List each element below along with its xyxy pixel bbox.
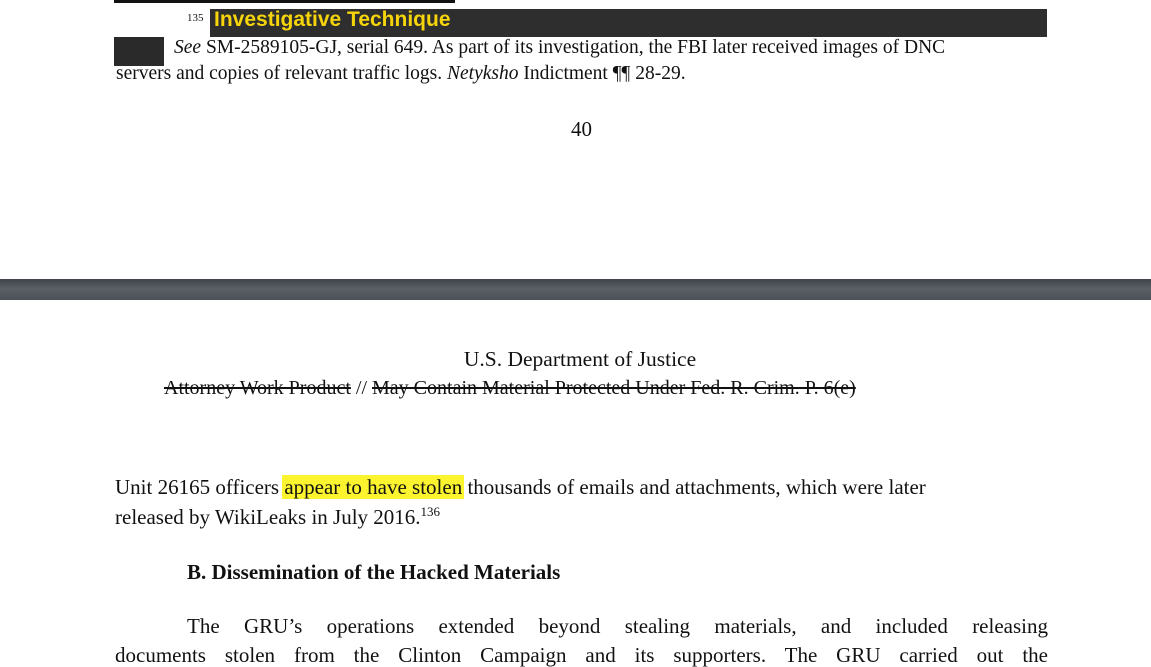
redaction-box bbox=[114, 37, 164, 66]
footnote-ref-136[interactable]: 136 bbox=[420, 504, 441, 519]
document-page-top bbox=[0, 0, 1151, 279]
work-product-marking: Attorney Work Product bbox=[164, 377, 351, 399]
footnote-line-2 bbox=[116, 63, 686, 85]
paragraph-1-line-2 bbox=[115, 505, 440, 530]
see-signal: See bbox=[174, 37, 202, 58]
para1-end: thousands of emails and attachments, which were later bbox=[467, 475, 926, 499]
paragraph-2-line-1: The GRU’s operations extended beyond stealing materials, and included releasing bbox=[187, 614, 1048, 638]
redaction-label: Investigative Technique bbox=[214, 8, 451, 31]
page-number: 40 bbox=[571, 117, 592, 141]
banner-separator: // bbox=[355, 377, 368, 399]
page-divider bbox=[0, 279, 1151, 300]
footnote-line-1-text: SM-2589105-GJ, serial 649. As part of its investigation, the FBI later received images of DNC bbox=[205, 37, 946, 58]
footnote-separator-rule bbox=[114, 0, 455, 3]
footnote-line-1 bbox=[174, 37, 945, 59]
highlighted-phrase: appear to have stolen bbox=[284, 475, 463, 499]
grand-jury-marking: May Contain Material Protected Under Fed. R. Crim. P. 6(e) bbox=[372, 377, 856, 399]
para1-line2: released by WikiLeaks in July 2016. bbox=[115, 505, 421, 529]
para1-start: Unit 26165 officers bbox=[115, 475, 280, 499]
paragraph-2-line-2: documents stolen from the Clinton Campaign and its supporters. The GRU carried out the bbox=[115, 643, 1048, 667]
footnote-line-2-end: Indictment ¶¶ 28-29. bbox=[523, 63, 686, 84]
footnote-number: 135 bbox=[187, 12, 204, 24]
paragraph-1-line-1 bbox=[115, 475, 926, 500]
section-heading: B. Dissemination of the Hacked Materials bbox=[187, 560, 561, 584]
case-name: Netyksho bbox=[447, 63, 519, 84]
classification-banner bbox=[164, 377, 856, 400]
footnote-line-2-text: servers and copies of relevant traffic logs. bbox=[116, 63, 443, 84]
agency-header: U.S. Department of Justice bbox=[463, 347, 697, 371]
